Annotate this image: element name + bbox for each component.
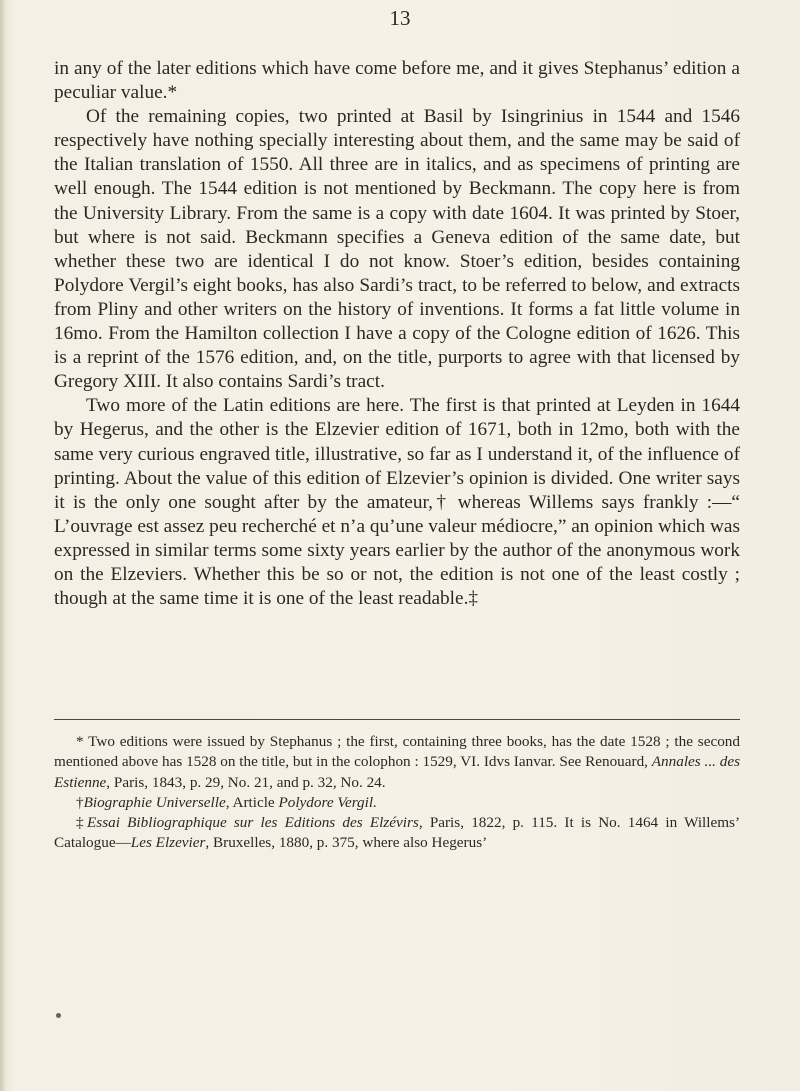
footnote-3-tail2: , Bruxelles, 1880, p. 375, where also Hegerus’: [205, 834, 488, 852]
footnote-3-title: Essai Bibliographique sur les Editions des Elzévirs: [87, 814, 419, 832]
footnote-2-mark: †: [76, 793, 84, 811]
page-binding-shadow: [0, 0, 6, 1091]
footnote-3: [54, 813, 740, 854]
footnote-2-article: Polydore Vergil.: [278, 793, 377, 811]
footnote-divider: [54, 719, 740, 720]
footnote-3-title2: Les Elzevier: [130, 834, 206, 852]
footnote-3-tail: , Paris, 1822, p. 115. It is No. 1464 in Willems’ Catalogue—: [54, 814, 741, 852]
footnote-2: [54, 793, 740, 813]
paragraph-2: Of the remaining copies, two printed at Basil by Isingrinius in 1544 and 1546 respectively have nothing specially interesting about them, and the same may be said of the Italian translation of 1550. All three are in italics, and as specimens of printing are well enough. The 1544 edition is not mentioned by Beckmann. The copy here is from the University Library. From the same is a copy with date 1604. It was printed by Stoer, but where is not said. Beckmann specifies a Geneva edition of the same date, but whether these two are identical I do not know. Stoer’s edition, besides containing Polydore Vergil’s eight books, has also Sardi’s tract, to be referred to below, and extracts from Pliny and other writers on the history of inventions. It forms a fat little volume in 16mo. From the Hamilton collection I have a copy of the Cologne edition of 1626. This is a reprint of the 1576 edition, and, on the title, purports to agree with that licensed by Gregory XIII. It also contains Sardi’s tract.: [54, 106, 740, 393]
footnote-2-title: Biographie Universelle: [83, 793, 226, 811]
ink-speck: [56, 1013, 61, 1018]
footnote-1-tail: , Paris, 1843, p. 29, No. 21, and p. 32, No. 24.: [106, 773, 386, 791]
footnote-1-title: Annales ... des Estienne: [54, 753, 740, 791]
footnotes: [54, 732, 740, 854]
paragraph-1: in any of the later editions which have come before me, and it gives Stephanus’ edition a peculiar value.*: [54, 58, 740, 104]
paragraph-3: Two more of the Latin editions are here. The first is that printed at Leyden in 1644 by Hegerus, and the other is the Elzevier edition of 1671, both in 12mo, both with the same very curious engraved title, illustrative, so far as I understand it, of the influence of printing. About the value of this edition of Elzevier’s opinion is divided. One writer says it is the only one sought after by the amateur,† whereas Willems says frankly :—“ L’ouvrage est assez peu recherché et n’a qu’une valeur médiocre,” an opinion which was expressed in similar terms some sixty years earlier by the author of the anonymous work on the Elzeviers. Whether this be so or not, the edition is not one of the least costly ; though at the same time it is one of the least readable.‡: [54, 395, 740, 610]
page-number: 13: [389, 6, 411, 30]
footnote-3-mark: ‡: [76, 814, 88, 832]
footnote-1: [54, 732, 740, 793]
footnote-1-text: * Two editions were issued by Stephanus ; the first, containing three books, has the date 1528 ; the second mentioned above has 1528 on the title, but in the colophon : 1529, VI. Idvs Ianvar. See Renouard,: [54, 733, 740, 771]
footnote-2-mid: , Article: [225, 793, 279, 811]
main-text: [54, 57, 740, 611]
